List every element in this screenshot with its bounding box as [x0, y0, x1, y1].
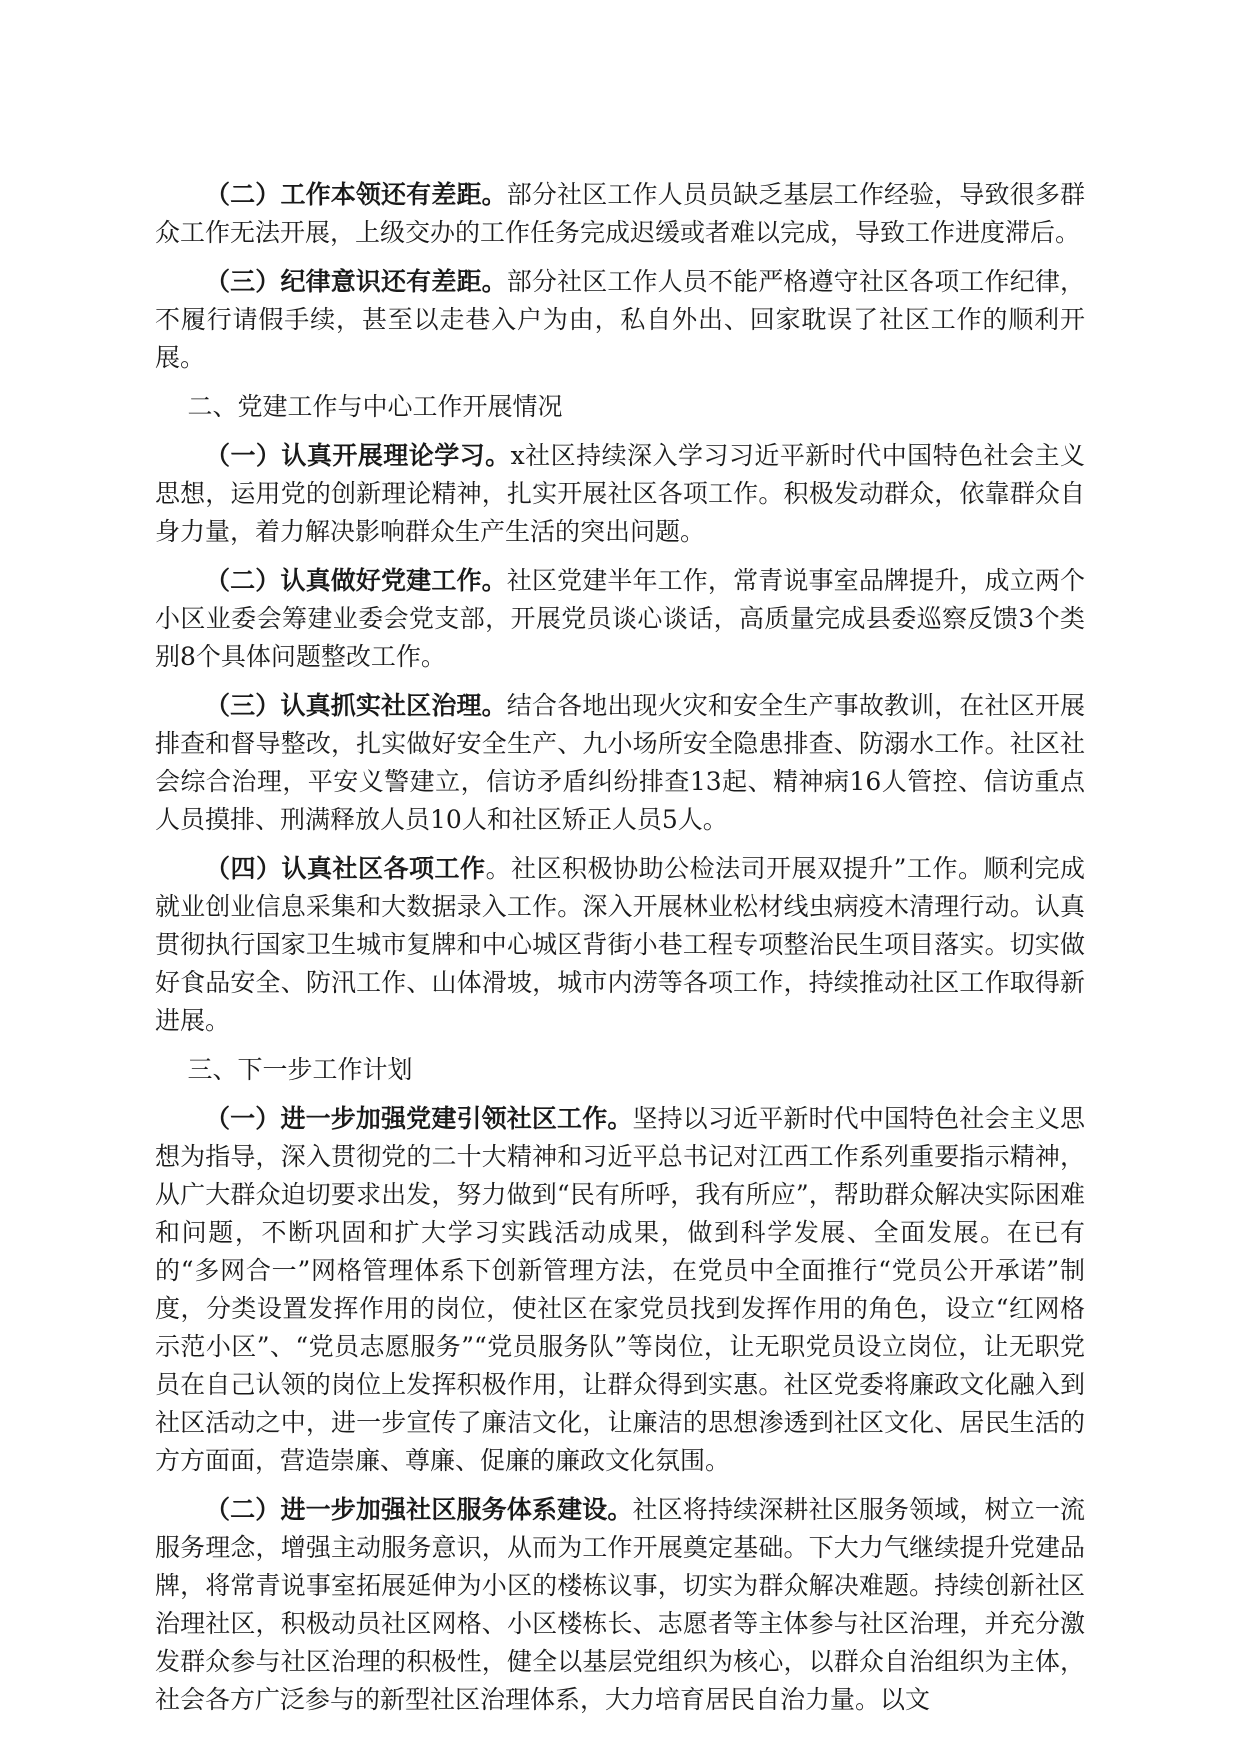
paragraph-heading: （三）认真抓实社区治理。: [205, 691, 507, 720]
paragraph: [155, 687, 1085, 839]
paragraph-text: 部分社区工作人员员缺乏基层工作经验，导致很多群众工作无法开展，上级交办的工作任务完成迟缓或者难以完成，导致工作进度滞后。: [155, 180, 1085, 247]
paragraph-text: 社区将持续深耕社区服务领域，树立一流服务理念，增强主动服务意识，从而为工作开展奠定基础。下大力气继续提升党建品牌，将常青说事室拓展延伸为小区的楼栋议事，切实为群众解决难题。持续创新社区治理社区，积极动员社区网格、小区楼栋长、志愿者等主体参与社区治理，并充分激发群众参与社区治理的积极性，健全以基层党组织为核心，以群众自治组织为主体，社会各方广泛参与的新型社区治理体系，大力培育居民自治力量。以文: [155, 1495, 1085, 1714]
paragraph-text: x社区持续深入学习习近平新时代中国特色社会主义思想，运用党的创新理论精神，扎实开展社区各项工作。积极发动群众，依靠群众自身力量，着力解决影响群众生产生活的突出问题。: [155, 441, 1085, 546]
paragraph-text: 坚持以习近平新时代中国特色社会主义思想为指导，深入贯彻党的二十大精神和习近平总书记对江西工作系列重要指示精神，从广大群众迫切要求出发，努力做到“民有所呼，我有所应”，帮助群众解决实际困难和问题，不断巩固和扩大学习实践活动成果，做到科学发展、全面发展。在已有的“多网合一”网格管理体系下创新管理方法，在党员中全面推行“党员公开承诺”制度，分类设置发挥作用的岗位，使社区在家党员找到发挥作用的角色，设立“红网格示范小区”、“党员志愿服务”“党员服务队”等岗位，让无职党员设立岗位，让无职党员在自己认领的岗位上发挥积极作用，让群众得到实惠。社区党委将廉政文化融入到社区活动之中，进一步宣传了廉洁文化，让廉洁的思想渗透到社区文化、居民生活的方方面面，营造崇廉、尊廉、促廉的廉政文化氛围。: [155, 1104, 1085, 1475]
paragraph-text: 结合各地出现火灾和安全生产事故教训，在社区开展排查和督导整改，扎实做好安全生产、九小场所安全隐患排查、防溺水工作。社区社会综合治理，平安义警建立，信访矛盾纠纷排查13起、精神病16人管控、信访重点人员摸排、刑满释放人员10人和社区矫正人员5人。: [155, 691, 1085, 834]
section-heading-text: 二、党建工作与中心工作开展情况: [187, 392, 563, 421]
document-page: [155, 176, 1085, 1730]
paragraph: [155, 1491, 1085, 1719]
paragraph: [155, 437, 1085, 551]
section-heading-text: 三、下一步工作计划: [187, 1055, 413, 1084]
paragraph-heading: （二）工作本领还有差距。: [205, 180, 507, 209]
paragraph: [155, 176, 1085, 252]
section-heading: [155, 388, 1085, 426]
paragraph: [155, 850, 1085, 1040]
paragraph: [155, 562, 1085, 676]
paragraph-heading: （四）认真社区各项工作: [205, 854, 486, 883]
paragraph-heading: （一）进一步加强党建引领社区工作。: [205, 1104, 633, 1133]
paragraph-heading: （二）进一步加强社区服务体系建设。: [205, 1495, 633, 1524]
paragraph-heading: （一）认真开展理论学习。: [205, 441, 511, 470]
paragraph-heading: （三）纪律意识还有差距。: [205, 267, 507, 296]
paragraph-text: 部分社区工作人员不能严格遵守社区各项工作纪律，不履行请假手续，甚至以走巷入户为由，私自外出、回家耽误了社区工作的顺利开展。: [155, 267, 1085, 372]
paragraph-heading: （二）认真做好党建工作。: [205, 566, 507, 595]
paragraph-text: 。社区积极协助公检法司开展双提升”工作。顺利完成就业创业信息采集和大数据录入工作。深入开展林业松材线虫病疫木清理行动。认真贯彻执行国家卫生城市复牌和中心城区背街小巷工程专项整治民生项目落实。切实做好食品安全、防汛工作、山体滑坡，城市内涝等各项工作，持续推动社区工作取得新进展。: [155, 854, 1085, 1035]
paragraph: [155, 1100, 1085, 1480]
paragraph-text: 社区党建半年工作，常青说事室品牌提升，成立两个小区业委会筹建业委会党支部，开展党员谈心谈话，高质量完成县委巡察反馈3个类别8个具体问题整改工作。: [155, 566, 1085, 671]
section-heading: [155, 1051, 1085, 1089]
paragraph: [155, 263, 1085, 377]
